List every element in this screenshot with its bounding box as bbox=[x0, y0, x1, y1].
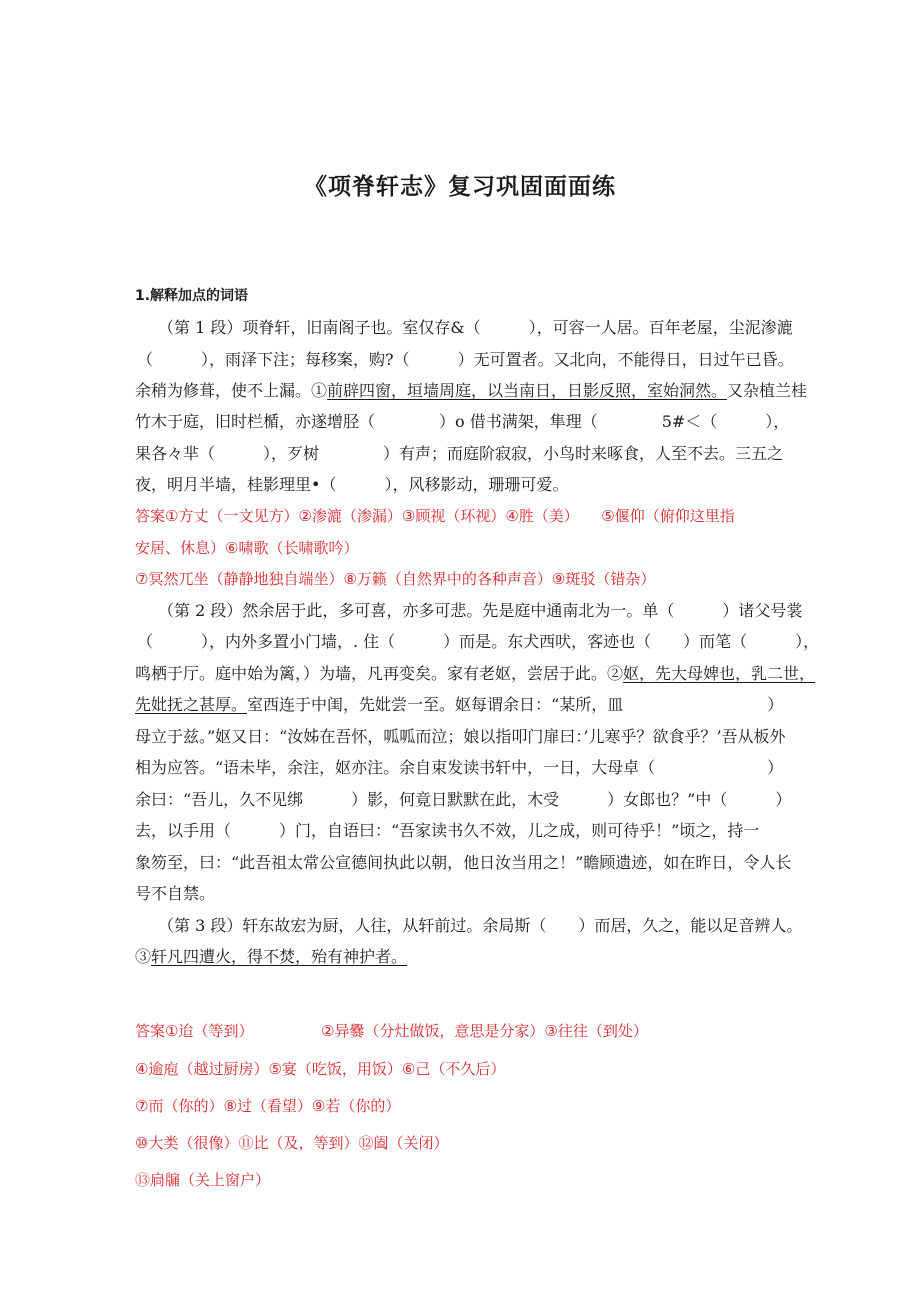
underlined-sentence-2-cont: 先妣抚之甚厚。 bbox=[135, 695, 248, 714]
para1-line: 竹木于庭，旧时栏楯，亦遂增胫（ ）o 借书满架，隼理（ 5#＜（ ）， bbox=[135, 412, 790, 431]
answer-line: 答案①迨（等到） ②异爨（分灶做饭，意思是分家）③往往（到处） bbox=[135, 1022, 648, 1040]
para1-line: 果各々芈（ ），歹树 ）有声；而庭阶寂寂，小鸟时来啄食，人至不去。三五之 bbox=[135, 444, 784, 463]
para2-line: 先妣抚之甚厚。室西连于中闺，先妣尝一至。妪每谓余日：“某所，皿 ） bbox=[135, 695, 784, 714]
answer-line: ④逾庖（越过厨房）⑤宴（吃饭，用饭）⑥己（不久后） bbox=[135, 1060, 506, 1078]
page-title: 《项脊轩志》复习巩固面面练 bbox=[304, 174, 616, 200]
answer-line: ⑦冥然兀坐（静静地独自端坐）⑧万籁（自然界中的各种声音）⑨斑驳（错杂） bbox=[135, 570, 656, 588]
para2-line: （第 2 段）然余居于此，多可喜，亦多可悲。先是庭中通南北为一。单（ ）诸父号裳 bbox=[158, 601, 803, 620]
para2-line: 号不自禁。 bbox=[135, 884, 216, 903]
underlined-sentence-3: 轩凡四遭火，得不焚，殆有神护者。 bbox=[151, 947, 408, 966]
para3-line: ③轩凡四遭火，得不焚，殆有神护者。 bbox=[135, 947, 408, 966]
answer-line: ⑩大类（很像）⑪比（及，等到）⑫阖（关闭） bbox=[135, 1134, 449, 1152]
para3-line: （第 3 段）轩东故宏为厨，人往，从轩前过。余局斯（ ）而居，久之，能以足音辨人。 bbox=[158, 916, 803, 935]
underlined-sentence-2: 妪，先大母婢也，乳二世， bbox=[623, 664, 816, 683]
answer-line: 答案①方丈（一文见方）②渗漉（渗漏）③顾视（环视）④胜（美） ⑤偃仰（俯仰这里指 bbox=[135, 507, 735, 525]
para1-line: （第 1 段）项脊轩，旧南阁子也。室仅存&（ ），可容一人居。百年老屋，尘泥渗漉 bbox=[158, 318, 793, 337]
para2-line: 余曰：“吾儿，久不见绑 ）影，何竟日默默在此，木受 ）女郎也？”中（ ） bbox=[135, 790, 792, 809]
para2-line: 象笏至，曰：“此吾祖太常公宣德间执此以朝，他日汝当用之！”瞻顾遗迹，如在昨日，令人长 bbox=[135, 853, 792, 872]
answer-line: ⑬扃牖（关上窗户） bbox=[135, 1171, 271, 1189]
para1-line: 夜，明月半墙，桂影理里•（ ），风移影动，珊珊可爱。 bbox=[135, 475, 569, 494]
answer-line: 安居、休息）⑥啸歌（长啸歌吟） bbox=[135, 539, 359, 557]
para2-line: （ ），内外多置小门墙，. 住（ ）而是。东犬西吠，客迹也（ ）而笔（ ）， bbox=[137, 632, 820, 651]
para2-line: 鸣栖于厅。庭中始为篱，）为墙，凡再变矣。家有老妪，尝居于此。②妪，先大母婢也，乳二世， bbox=[135, 664, 816, 683]
underlined-sentence-1: 前辟四窗，垣墙周庭，以当南日，日影反照，室始洞然。 bbox=[327, 381, 728, 400]
para1-line: 余稍为修葺，使不上漏。①前辟四窗，垣墙周庭，以当南日，日影反照，室始洞然。又杂植兰桂 bbox=[135, 381, 808, 400]
answer-line: ⑦而（你的）⑧过（看望）⑨若（你的） bbox=[135, 1097, 401, 1115]
para2-line: 去，以手用（ ）门，自语曰：“吾家读书久不效，儿之成，则可待乎！”顷之，持一 bbox=[135, 821, 760, 840]
para2-line: 母立于兹。”妪又日：“汝姊在吾怀，呱呱而泣；娘以指叩门扉曰：’儿寒乎？欲食乎？’吾从板外 bbox=[135, 727, 786, 746]
para1-line: （ ），雨泽下注；每移案，购?（ ）无可置者。又北向，不能得日，日过午已昏。 bbox=[137, 350, 794, 369]
para2-line: 相为应答。“语未毕，余注，妪亦注。余自束发读书轩中，一日，大母卓（ ） bbox=[135, 758, 784, 777]
section-heading: 1.解释加点的词语 bbox=[135, 288, 249, 304]
